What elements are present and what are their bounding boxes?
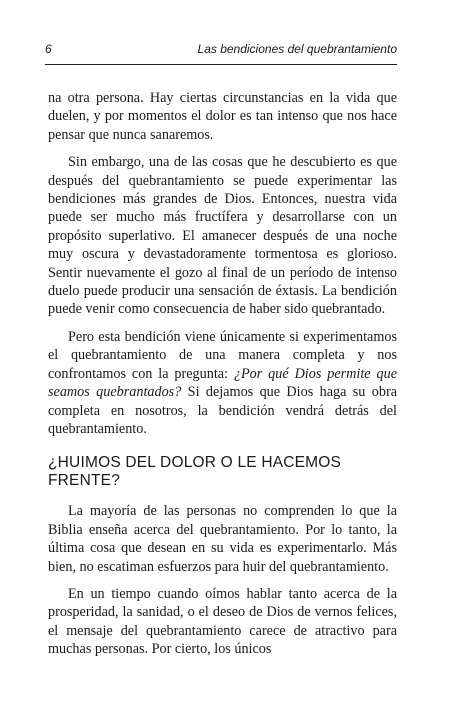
paragraph: La mayoría de las personas no comprenden lo que la Biblia enseña acerca del quebrantamiento. Por lo tanto, la última cosa que desean en su vida es experimentarlo. Más bien, no escatiman esfuerzos para huir del quebrantamiento. bbox=[48, 503, 397, 575]
italic-question: ¿Por qué Dios permite que seamos quebrantados? bbox=[48, 365, 397, 401]
paragraph-text: Si dejamos que Dios haga su obra completa en nosotros, la bendición vendrá detrás del quebrantamiento. bbox=[48, 384, 397, 437]
paragraph: Sin embargo, una de las cosas que he descubierto es que después del quebrantamiento se puede experimentar las bendiciones más grandes de Dios. Entonces, nuestra vida puede ser mucho más fructífera y desarrollarse con un propósito superlativo. El amanecer después de una noche muy oscura y devastadoramente tormentosa es glorioso. Sentir nuevamente el gozo al final de un período de intenso duelo puede producir una sensación de éxtasis. La bendición puede venir como consecuencia de haber sido quebrantado. bbox=[48, 154, 397, 318]
section-heading: ¿HUIMOS DEL DOLOR O LE HACEMOS FRENTE? bbox=[48, 454, 342, 490]
running-title: Las bendiciones del quebrantamiento bbox=[197, 42, 397, 56]
paragraph-text: Pero esta bendición viene únicamente si experimentamos el quebrantamiento de una manera completa y nos confrontamos con la pregunta: bbox=[48, 328, 397, 382]
running-header bbox=[45, 40, 397, 65]
paragraph-continuation: na otra persona. Hay ciertas circunstancias en la vida que duelen, y por momentos el dolor es tan intenso que nos hace pensar que nunca sanaremos. bbox=[48, 90, 397, 143]
paragraph: En un tiempo cuando oímos hablar tanto acerca de la prosperidad, la sanidad, o el deseo de Dios de vernos felices, el mensaje del quebrantamiento carece de atractivo para muchas personas. Por cierto, los únicos bbox=[48, 585, 397, 658]
page-number: 6 bbox=[45, 42, 52, 56]
page-body bbox=[48, 89, 397, 668]
paragraph-with-question bbox=[48, 328, 397, 438]
